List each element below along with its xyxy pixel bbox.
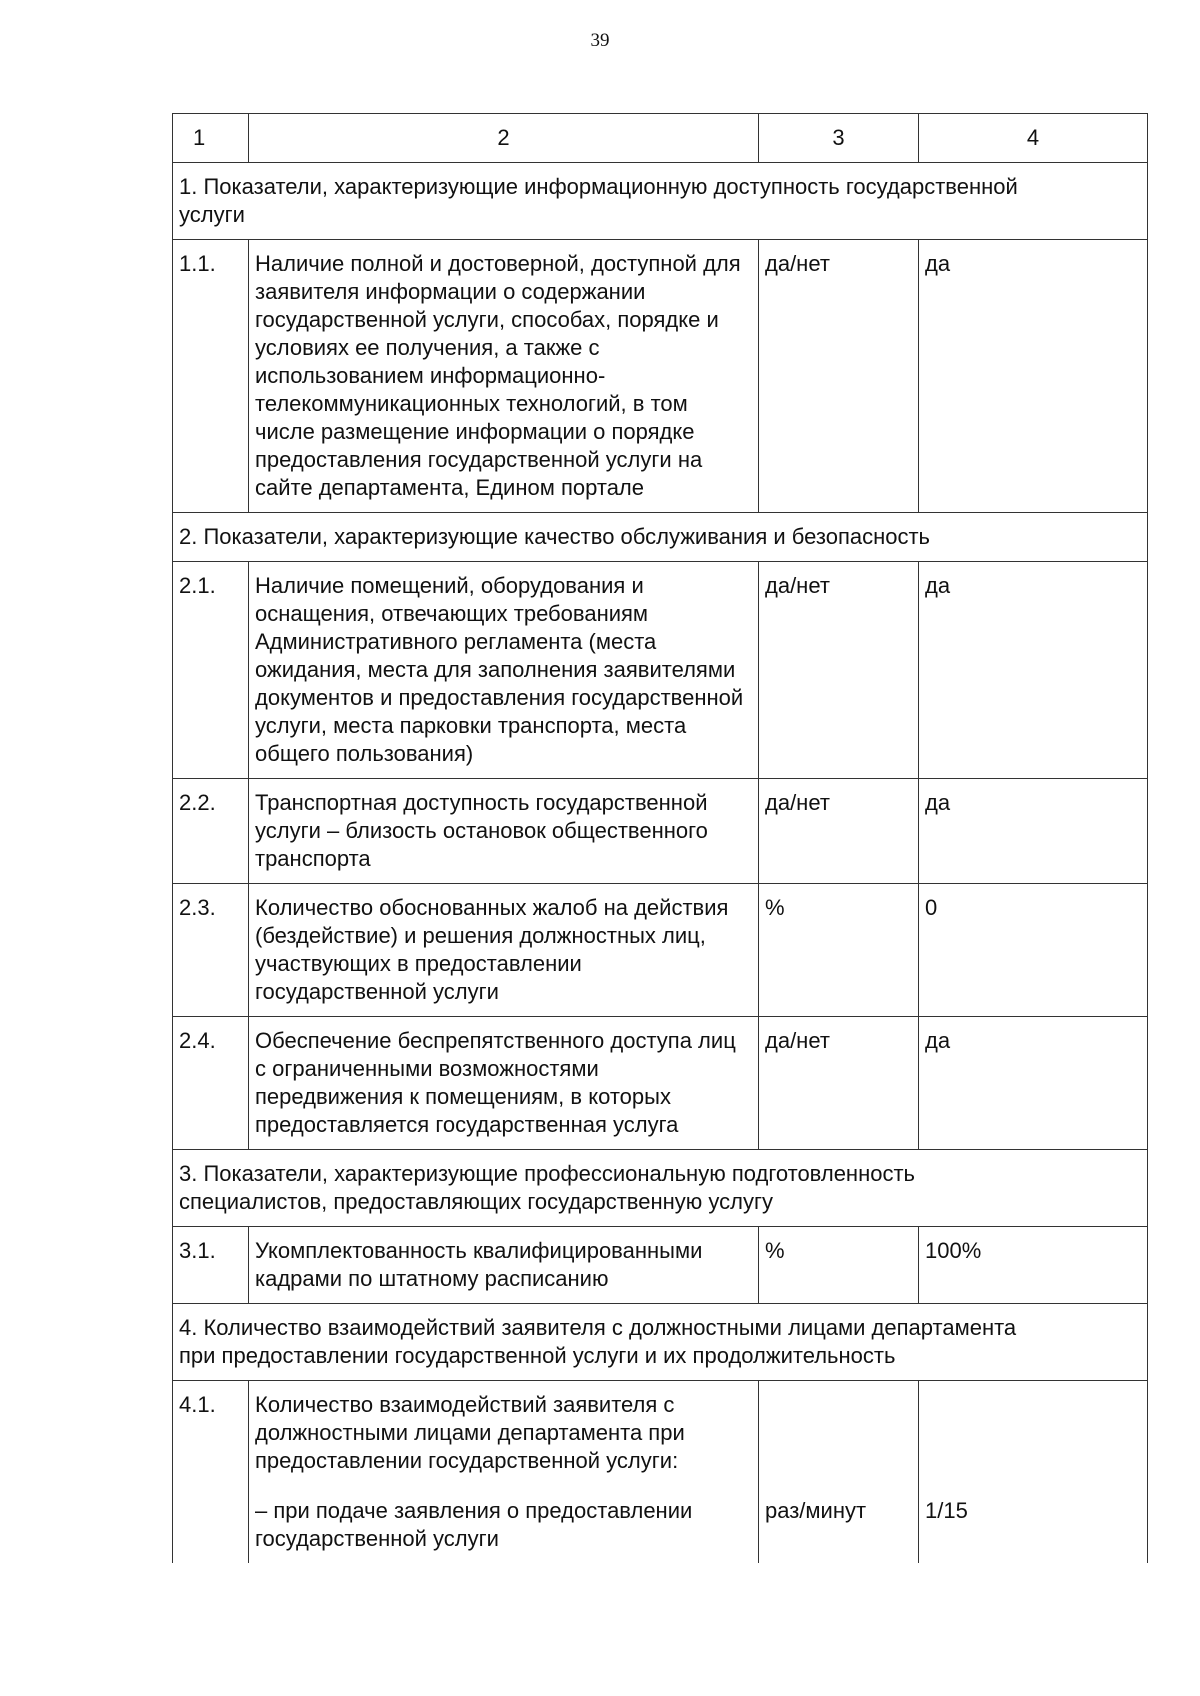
row-description: Обеспечение беспрепятственного доступа лиц с ограниченными возможностями передвижения к помещениям, в которых предоставляется государственная услуга <box>255 1028 736 1137</box>
table-row-2-4 <box>173 1017 1148 1150</box>
row-description: Количество обоснованных жалоб на действия (бездействие) и решения должностных лиц, участвующих в предоставлении государственной услуги <box>255 895 729 1004</box>
header-col-3: 3 <box>759 114 919 163</box>
row-unit: % <box>765 895 785 920</box>
row-unit: да/нет <box>765 573 830 598</box>
row-value: да <box>925 573 951 598</box>
row-sub-description: – при подаче заявления о предоставлении государственной услуги <box>255 1498 693 1551</box>
row-unit: раз/минут <box>765 1498 867 1523</box>
indicators-table <box>172 113 1148 1563</box>
table-row-2-3 <box>173 884 1148 1017</box>
row-value: да <box>925 251 951 276</box>
page-number: 39 <box>590 30 610 51</box>
row-unit: да/нет <box>765 1028 830 1053</box>
row-value: да <box>925 1028 951 1053</box>
row-unit: да/нет <box>765 251 830 276</box>
table-row-2-2 <box>173 779 1148 884</box>
table-row-1-1 <box>173 240 1148 513</box>
row-value: да <box>925 790 951 815</box>
section-title: 2. Показатели, характеризующие качество обслуживания и безопасность <box>179 524 931 549</box>
header-col-4: 4 <box>919 114 1148 163</box>
table-row-4-1 <box>173 1381 1148 1564</box>
row-number: 1.1. <box>179 251 216 276</box>
row-description: Количество взаимодействий заявителя с должностными лицами департамента при предоставлении государственной услуги: <box>255 1392 685 1473</box>
table-row-3-1 <box>173 1227 1148 1304</box>
row-description: Укомплектованность квалифицированными кадрами по штатному расписанию <box>255 1238 703 1291</box>
row-number: 2.1. <box>179 573 216 598</box>
row-description: Транспортная доступность государственной услуги – близость остановок общественного транспорта <box>255 790 708 871</box>
section-title: 1. Показатели, характеризующие информационную доступность государственной услуги <box>179 174 1018 227</box>
section-title: 3. Показатели, характеризующие профессиональную подготовленность специалистов, предоставляющих государственную услугу <box>179 1161 916 1214</box>
row-description: Наличие помещений, оборудования и оснащения, отвечающих требованиям Административного регламента (места ожидания, места для заполнения заявителями документов и предоставления государственной услуги, места парковки транспорта, места общего пользования) <box>255 573 744 766</box>
header-col-2: 2 <box>249 114 759 163</box>
table-header-row <box>173 114 1148 163</box>
row-unit: % <box>765 1238 785 1263</box>
row-value: 0 <box>925 895 938 920</box>
row-number: 2.4. <box>179 1028 216 1053</box>
section-row-2 <box>173 513 1148 562</box>
table-row-2-1 <box>173 562 1148 779</box>
row-number: 2.3. <box>179 895 216 920</box>
row-number: 3.1. <box>179 1238 216 1263</box>
row-value: 1/15 <box>925 1498 968 1523</box>
row-number: 4.1. <box>179 1392 216 1417</box>
row-value: 100% <box>925 1238 982 1263</box>
row-description: Наличие полной и достоверной, доступной для заявителя информации о содержании государственной услуги, способах, порядке и условиях ее получения, а также с использованием информационно- телекоммуникационных технологий, в том числе размещение информации о порядке предоставления государственной услуги на сайте департамента, Едином портале <box>255 251 741 500</box>
section-title: 4. Количество взаимодействий заявителя с должностными лицами департамента при предоставлении государственной услуги и их продолжительность <box>179 1315 1017 1368</box>
header-col-1: 1 <box>173 114 249 163</box>
row-unit: да/нет <box>765 790 830 815</box>
section-row-4 <box>173 1304 1148 1381</box>
row-number: 2.2. <box>179 790 216 815</box>
section-row-3 <box>173 1150 1148 1227</box>
section-row-1 <box>173 163 1148 240</box>
